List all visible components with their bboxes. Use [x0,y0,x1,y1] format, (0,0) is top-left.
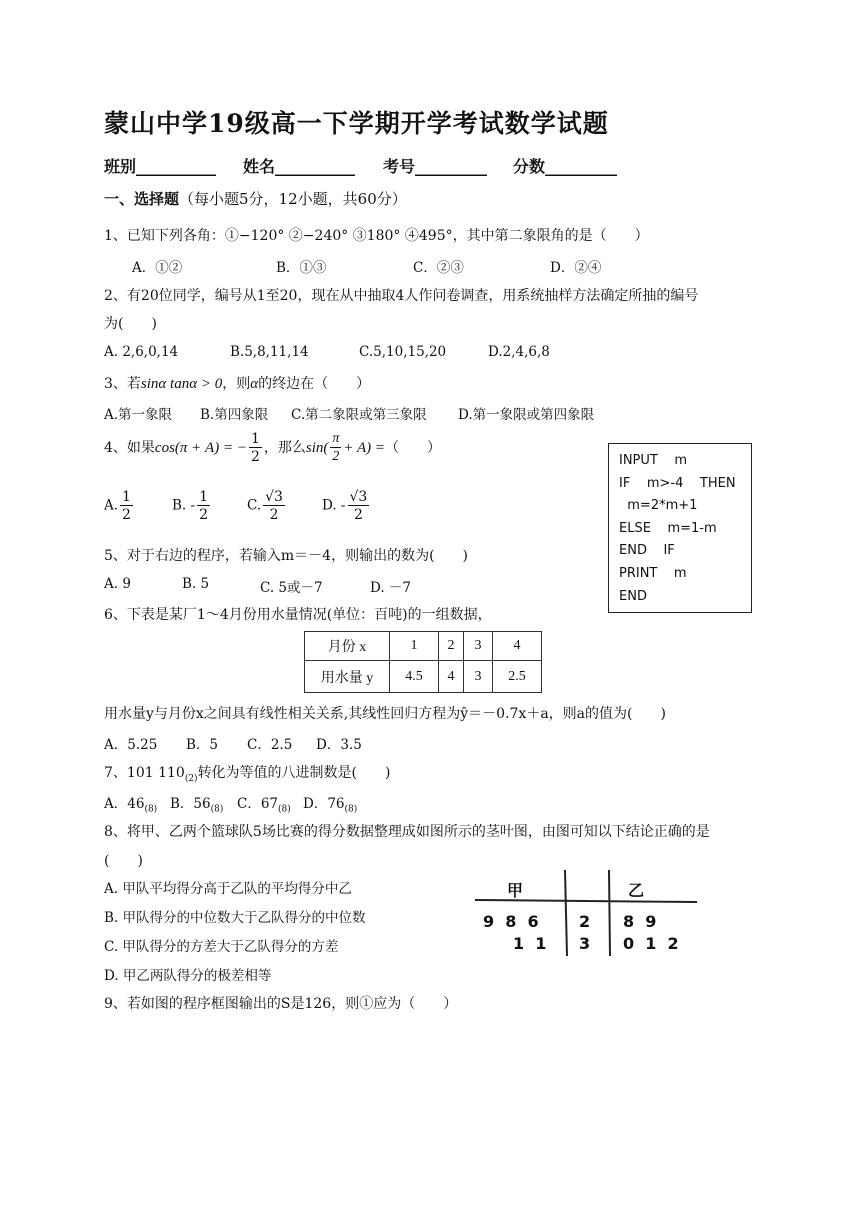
question-3-option-b[interactable]: B.第四象限 [200,407,269,423]
question-2-option-b[interactable]: B.5,8,11,14 [230,344,309,360]
question-1-option-a[interactable]: A．①② [132,260,183,276]
q7-opt-a-sub: (8) [144,804,158,815]
q7-opt-b-sub: (8) [210,804,224,815]
q7-text: 转化为等值的八进制数是( ) [197,765,391,781]
question-9-stem: 9、若如图的程序框图输出的S是126，则①应为（ ） [104,996,458,1012]
q4-opt-c-num: √3 [265,489,283,505]
question-7-option-a[interactable] [104,792,157,815]
question-3-option-a[interactable]: A.第一象限 [104,407,173,423]
team-a-header: 甲 [507,881,524,900]
exam-number-field[interactable]: 考号_________ [383,157,488,176]
q4-prefix: 4、如果 [104,440,155,456]
question-2-stem-line2: 为( ) [104,316,157,332]
q7-opt-b-label: B．56 [170,796,211,812]
table-cell: 4.5 [390,661,439,693]
section-note: （每小题5分，12小题，共60分） [179,190,407,208]
row1-leaves-a: 9 8 6 [483,912,539,931]
q7-opt-a-label: A．46 [104,796,145,812]
q7-opt-c-sub: (8) [278,804,291,815]
q4-fraction-1 [249,432,262,464]
q4-opt-a-frac [120,490,133,522]
table-header-month: 月份 x [305,632,390,661]
question-3-option-d[interactable]: D.第一象限或第四象限 [458,407,595,423]
question-7-option-d[interactable] [303,792,357,815]
q3-mid: ，则 [222,376,251,392]
program-line-1: INPUT m [619,453,688,468]
q4-frac2-den: 2 [332,449,340,464]
table-row [305,632,542,661]
row1-stem: 2 [579,912,591,931]
question-6-stem: 6、下表是某厂1～4月份用水量情况(单位：百吨)的一组数据， [104,607,492,623]
question-5-option-d[interactable]: D. －7 [370,580,412,596]
question-8-stem-line1: 8、将甲、乙两个篮球队5场比赛的得分数据整理成如图所示的茎叶图，由图可知以下结论正确的是 [104,824,710,840]
program-code-box [608,443,752,613]
question-4-stem [104,432,441,464]
q3-suffix: 的终边在（ ） [258,376,371,392]
section-heading [104,188,407,209]
q4-opt-b-den: 2 [199,507,208,523]
q4-sin-tail: + A) = [343,440,386,456]
q4-opt-c-den: 2 [269,507,279,523]
program-line-6: PRINT m [619,565,687,581]
table-header-water: 用水量 y [305,661,390,693]
section-title: 一、选择题 [104,190,180,208]
program-line-7: END [619,588,647,604]
q4-opt-d-den: 2 [353,507,363,523]
question-7-option-b[interactable] [170,792,223,815]
q4-opt-b-label: B. - [172,497,196,514]
question-1-option-b[interactable]: B．①③ [276,260,327,276]
row2-stem: 3 [579,934,591,953]
question-1-option-c[interactable]: C．②③ [413,260,464,276]
program-line-2: IF m>-4 THEN [619,475,736,491]
question-4-option-a[interactable] [104,490,135,522]
table-cell: 1 [390,632,439,661]
question-2-option-c[interactable]: C.5,10,15,20 [359,344,447,360]
q4-suffix: （ ） [385,440,442,456]
q4-frac2-num: π [332,431,340,446]
q4-opt-c-label: C. [247,497,262,514]
table-cell: 4 [439,661,464,693]
question-8-option-b[interactable]: B. 甲队得分的中位数大于乙队得分的中位数 [104,910,366,926]
question-8-option-d[interactable]: D. 甲乙两队得分的极差相等 [104,968,272,984]
q4-opt-d-frac [348,490,370,522]
q7-base: (2) [184,773,198,784]
q7-opt-c-label: C．67 [237,796,279,812]
question-8-option-a[interactable]: A. 甲队平均得分高于乙队的平均得分中乙 [104,881,352,897]
program-line-3: m=2*m+1 [619,498,698,514]
question-4-option-b[interactable] [172,490,212,522]
q4-opt-b-frac [197,490,210,522]
q4-frac1-den: 2 [250,449,260,465]
row2-leaves-b: 0 1 2 [623,934,679,953]
q4-fraction-2 [330,432,341,464]
table-cell: 3 [464,632,493,661]
q3-prefix: 3、若 [104,376,141,392]
score-field[interactable]: 分数_________ [513,157,618,176]
question-8-stem-line2: ( ) [104,853,143,869]
question-6-option-a[interactable]: A．5.25 [104,737,158,753]
stem-leaf-diagram [465,868,700,958]
q3-alpha: α [250,376,259,392]
q4-opt-b-num: 1 [199,489,208,505]
table-row [305,661,542,693]
question-1-option-d[interactable]: D．②④ [550,260,602,276]
question-5-option-c[interactable]: C. 5或－7 [260,580,323,596]
question-7-option-c[interactable] [237,792,291,815]
table-cell: 2.5 [493,661,542,693]
table-cell: 3 [464,661,493,693]
q4-opt-a-label: A. [104,497,119,514]
question-7-stem [104,762,391,784]
q7-opt-d-label: D．76 [303,796,345,812]
question-3-option-c[interactable]: C.第二象限或第三象限 [291,407,427,423]
q4-cos: cos(π + A) = − [154,440,247,456]
q4-opt-d-num: √3 [349,489,368,505]
question-2-option-d[interactable]: D.2,4,6,8 [488,344,550,360]
q4-opt-d-label: D. - [322,497,346,514]
question-1-stem: 1、已知下列各角：①−120° ②−240° ③180° ④495°，其中第二象限角的是（ ） [104,228,649,244]
question-6-option-d[interactable]: D．3.5 [316,737,362,753]
table-cell: 2 [439,632,464,661]
team-b-header: 乙 [628,881,645,900]
question-6-option-c[interactable]: C．2.5 [247,737,293,753]
question-4-option-c[interactable] [247,490,287,522]
question-4-option-d[interactable] [322,490,371,522]
q4-mid: ，那么 [263,440,306,456]
q3-math: sinα tanα > 0 [140,376,223,392]
question-3-stem [104,373,370,393]
question-5-option-a[interactable]: A. 9 [104,576,131,592]
q4-opt-a-num: 1 [122,489,131,505]
question-8-option-c[interactable]: C. 甲队得分的方差大于乙队得分的方差 [104,939,339,955]
question-6-stem-2: 用水量y与月份x之间具有线性相关关系,其线性回归方程为ŷ＝－0.7x＋a，则a的值为( ) [104,706,666,722]
question-5-option-b[interactable]: B. 5 [182,576,210,592]
program-line-5: END IF [619,543,675,559]
row2-leaves-a: 1 1 [513,934,547,953]
q4-opt-c-frac [263,490,285,522]
question-5-stem: 5、对于右边的程序，若输入m＝－4，则输出的数为( ) [104,548,469,564]
q7-opt-d-sub: (8) [344,804,358,815]
class-field[interactable]: 班别__________ [104,157,217,176]
q4-frac1-num: 1 [250,431,260,447]
program-line-4: ELSE m=1-m [619,520,717,536]
question-6-option-b[interactable]: B．5 [186,737,219,753]
table-cell: 4 [493,632,542,661]
row1-leaves-b: 8 9 [623,912,657,931]
name-field[interactable]: 姓名__________ [243,157,356,176]
page-title: 蒙山中学19级高一下学期开学考试数学试题 [104,109,609,138]
question-2-option-a[interactable]: A. 2,6,0,14 [104,344,179,360]
q4-opt-a-den: 2 [122,507,131,523]
question-2-stem-line1: 2、有20位同学，编号从1至20，现在从中抽取4人作问卷调查，用系统抽样方法确定所抽的编号 [104,288,699,304]
q7-number: 7、101 110 [104,765,185,781]
water-usage-table [304,631,542,693]
q4-sin: sin( [305,440,329,456]
